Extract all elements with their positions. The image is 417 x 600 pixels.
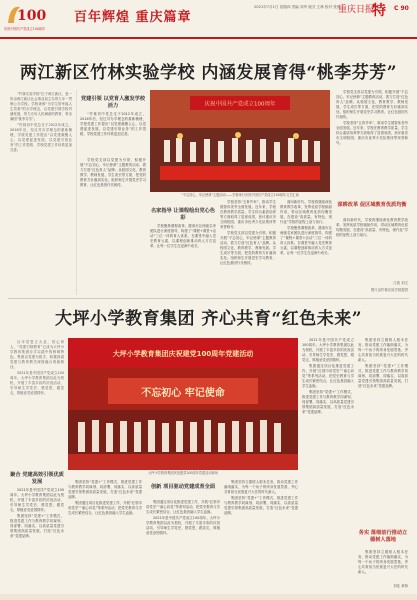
story1-lead: “竹林实验学校”位于两江新区，是一所由两江新区社会事业局主办的九年一贯制公办学校。学校秉承“为学生的幸福人生奠基”的办学理念，以党建引领学校内涵发展，努力办好人民满意的教育，育出满园“桃李芬芳”。 “竹林初中党总支于2012年成立，2016年后，经过对办学理念的重新梳理，学校党建工作提出“以党建凝聚人心，以党建促进发展，以党建引领业务”的工作思路，学校党建工作体系更加完善。 <box>10 92 72 152</box>
column-rule <box>76 90 77 295</box>
story2-col-5: 2021年是中国共产党成立100周年。大坪小学教育集团以此为契机，开展了丰富多彩的庆祝活动，引导师生学党史、感党恩、跟党走，厚植爱党爱国情怀。 集团通过项目化推进党建工作，开展“红领巾讲党史”“童心向党”等系列活动，把党史教育与学生成长紧密结合，让红色基因融入学生血脉。 集团坚持“党建+”工作模式，推进党建工作与教育教学同谋划、同部署、同落实，以高质量党建引领集团高质量发展，打造“红色未来”党建品牌。 <box>302 338 354 414</box>
story1-col-4: 学校坚持“五育并举”，推动学生德智体美劳全面发展。近年来，学校在教育教学质量、学生综合素质培养等方面取得了显著成绩，获评重庆市文明校园、重庆市优秀少先队集体等荣誉称号。 学校党支部以党建为引领，积极开展“不忘初心、牢记使命”主题教育活动，着力打造“红色育人”品牌。从校园文化、教育教学、教师发展、学生成长等方面，把党的教育方针落到实处。组织师生开展党史学习教育，让红色基因代代相传。 <box>220 200 276 265</box>
page-number: C 90 <box>394 5 409 12</box>
masthead-rule <box>0 37 417 39</box>
story1-headline: 两江新区竹林实验学校 内涵发展育得“桃李芬芳” <box>20 63 397 83</box>
photo-banner-text: 庆祝中国共产党成立100周年 <box>204 101 276 108</box>
story1-col-7: 面向新时代，学校将继续深化教育教学改革，发挥优质学校辐射作用，带动区域教育优质均衡发展，在建设“高质量、有特色、现代化”学校的征程上奋力前行。 <box>336 218 408 237</box>
story2-photo-caption: 大坪小学教育集团庆祝建党100周年党建活动现场 <box>148 471 218 475</box>
story1-photo <box>150 90 330 192</box>
story2-col-4: 集团坚持立德树人根本任务，推动党建工作落细落实，为每一个孩子的终身发展奠基，齐心共育担当民族复兴大任的时代新人。 集团坚持“党建+”工作模式，推进党建工作与教育教学同谋划、同部署、同落实，以高质量党建引领集团高质量发展，打造“红色未来”党建品牌。 <box>224 480 298 515</box>
section-title: 百年辉煌 重庆篇章 <box>74 10 192 25</box>
photo-slogan-text: 不忘初心 牢记使命 <box>141 388 225 399</box>
page-footer <box>0 594 417 600</box>
centenary-logo-icon <box>6 3 46 25</box>
story2-col-6: 集团坚持立德树人根本任务，推动党建工作落细落实，为每一个孩子的终身发展奠基，齐心共育担当民族复兴大任的时代新人。 集团坚持“党建+”工作模式，推进党建工作与教育教学同谋划、同部署、同落实，以高质量党建引领集团高质量发展，打造“红色未来”党建品牌。 <box>358 338 408 388</box>
story1-col-2: 学校党支部以党建为引领，积极开展“不忘初心、牢记使命”主题教育活动，着力打造“红色育人”品牌。从校园文化、教育教学、教师发展、学生成长等方面，把党的教育方针落到实处。组织师生开展党史学习教育，让红色基因代代相传。 <box>80 158 146 187</box>
story1-photo-credit: 图片由竹林实验学校提供 <box>370 288 408 292</box>
svg-text:100: 100 <box>17 8 46 24</box>
story2-byline: 刘佳 黄林 <box>393 584 408 588</box>
story1-subhead-3: 深耕改革 促区域教育优质均衡 <box>337 202 407 208</box>
story1-col-6: 学校党支部以党建为引领，积极开展“不忘初心、牢记使命”主题教育活动，着力打造“红色育人”品牌。从校园文化、教育教学、教师发展、学生成长等方面，把党的教育方针落到实处。组织师生开展党史学习教育，让红色基因代代相传。 学校坚持“五育并举”，推动学生德智体美劳全面发展。近年来，学校在教育教学质量、学生综合素质培养等方面取得了显著成绩，获评重庆市文明校园、重庆市优秀少先队集体等荣誉称号。 <box>336 90 408 145</box>
story2-photo <box>68 338 298 470</box>
masthead <box>0 0 417 40</box>
story2-subhead-1: 聚合 党建高效引领优质发展 <box>10 472 64 485</box>
logo-subtitle: 庆祝中国共产党成立100周年 <box>4 27 46 31</box>
section-divider <box>8 298 409 299</box>
story2-subhead-3: 务实 落细前行推动立德树人落地 <box>358 530 408 543</box>
story2-lead: 百年党恩立大业，初心育人，“党建引领教育”已成为大坪小学教育集团办学实践中的鲜明特色。集团以党建为抓手，积极探索党建与教育教学深度融合的新路径。 2021年是中国共产党成立100周年。大坪小学教育集团以此为契机，开展了丰富多彩的庆祝活动，引导师生学党史、感党恩、跟党走，厚植爱党爱国情怀。 <box>10 340 64 395</box>
story2-col-3: 集团通过项目化推进党建工作，开展“红领巾讲党史”“童心向党”等系列活动，把党史教育与学生成长紧密结合，让红色基因融入学生血脉。 2021年是中国共产党成立100周年。大坪小学教育集团以此为契机，开展了丰富多彩的庆祝活动，引导师生学党史、感党恩、跟党走，厚植爱党爱国情怀。 <box>146 500 220 535</box>
story2-col-2: 集团坚持“党建+”工作模式，推进党建工作与教育教学同谋划、同部署、同落实，以高质量党建引领集团高质量发展，打造“红色未来”党建品牌。 集团通过项目化推进党建工作，开展“红领巾讲党史”“童心向党”等系列活动，把党史教育与学生成长紧密结合，让红色基因融入学生血脉。 <box>68 480 142 515</box>
story1-subhead-2: 名家指导 让课程绘出党心色彩 <box>150 208 216 221</box>
story2-subhead-2: 创新 项目驱动党建成育全面 <box>150 484 216 490</box>
photo-banner-text: 大坪小学教育集团庆祝建党100周年党建活动 <box>112 350 254 358</box>
story1-byline: 江波 刘文 <box>393 281 408 285</box>
story1-col-1: “竹林初中党总支于2012年成立，2016年后，经过对办学理念的重新梳理，学校党建工作提出“以党建凝聚人心，以党建促进发展，以党建引领业务”的工作思路，学校党建工作体系更加完善。 <box>80 112 146 136</box>
date-line: 2021年7月1日 星期四 责编 刘华 版式 王林 校对 张勇 <box>254 5 341 9</box>
paper-name: 重庆日报 <box>338 5 375 15</box>
story1-col-3: 学校聚焦课程改革，邀请市区两级名家团队进行深度指导，构建了“课程+课堂+活动”三位一体的育人体系。在课堂中融入党史教育元素，以课程创新推动育人方式变革，让每一位学生在浸润中成长。 <box>150 224 216 248</box>
story1-subhead-1: 党建引领 以党育人激发学校活力 <box>80 96 146 109</box>
tedian-mark: 特 <box>372 3 386 19</box>
story2-col-1: 2021年是中国共产党成立100周年。大坪小学教育集团以此为契机，开展了丰富多彩的庆祝活动，引导师生学党史、感党恩、跟党走，厚植爱党爱国情怀。 集团坚持“党建+”工作模式，推进党建工作与教育教学同谋划、同部署、同落实，以高质量党建引领集团高质量发展，打造“红色未来”党建品牌。 <box>10 488 64 538</box>
story2-col-7: 集团坚持立德树人根本任务，推动党建工作落细落实，为每一个孩子的终身发展奠基，齐心共育担当民族复兴大任的时代新人。 <box>358 550 408 574</box>
story2-headline: 大坪小学教育集团 齐心共育“红色未来” <box>55 309 362 329</box>
story1-col-5: 面向新时代，学校将继续深化教育教学改革，发挥优质学校辐射作用，带动区域教育优质均衡发展，在建设“高质量、有特色、现代化”学校的征程上奋力前行。 学校聚焦课程改革，邀请市区两级名家团队进行深度指导，构建了“课程+课堂+活动”三位一体的育人体系。在课堂中融入党史教育元素，以课程创新推动育人方式变革，让每一位学生在浸润中成长。 <box>280 200 332 255</box>
story1-photo-caption: “不忘初心，牢记使命”主题活动——学校举行庆祝中国共产党成立100周年文艺汇演 <box>181 193 299 197</box>
